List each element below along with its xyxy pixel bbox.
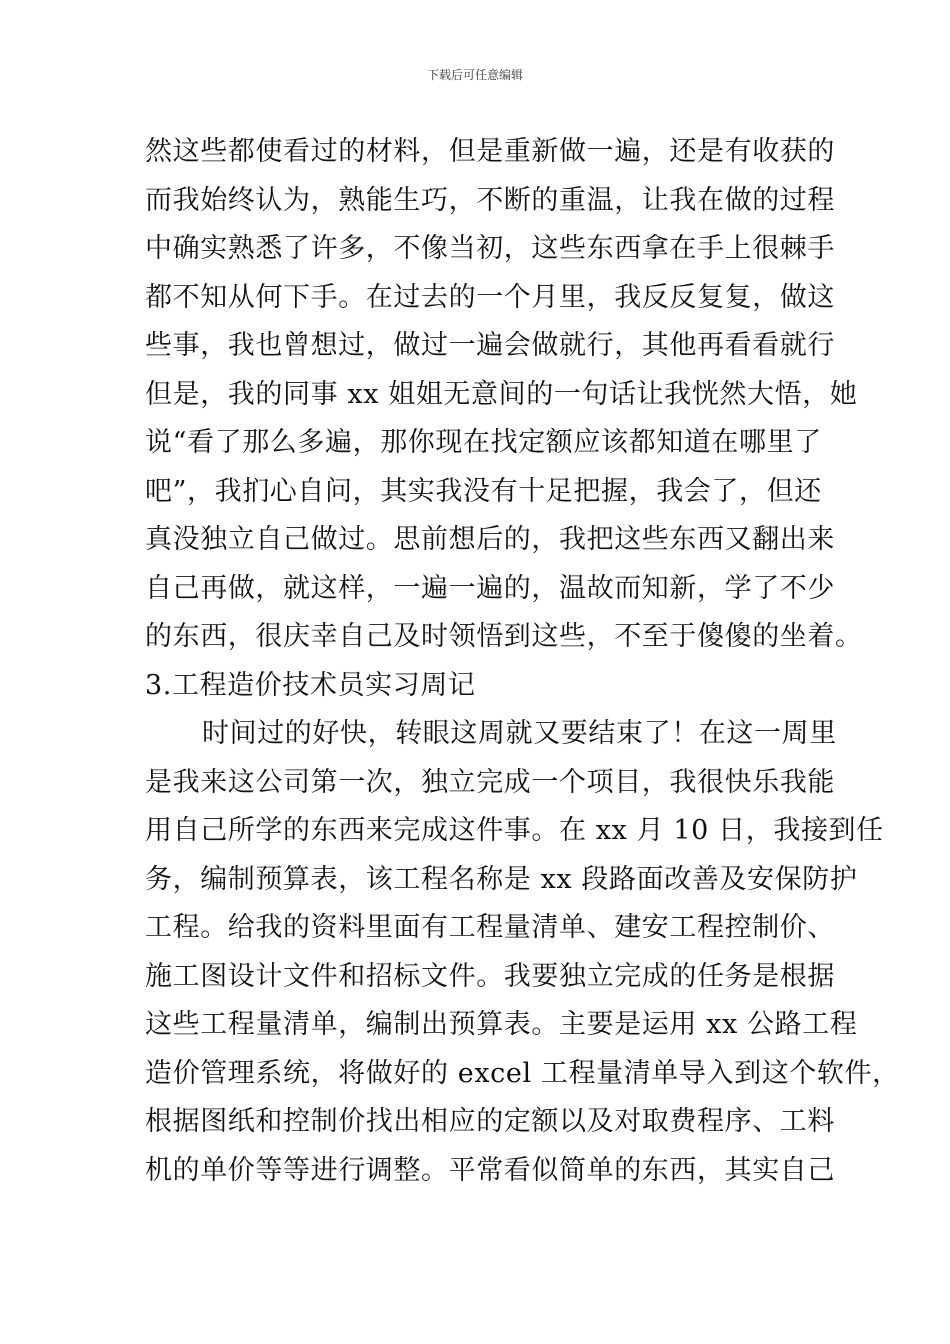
text-line: 用自己所学的东西来完成这件事。在 xx 月 10 日，我接到任 — [145, 815, 884, 846]
text-line: 但是，我的同事 xx 姐姐无意间的一句话让我恍然大悟，她 — [145, 378, 858, 410]
text-line: 机的单价等等进行调整。平常看似简单的东西，其实自己 — [145, 1154, 835, 1186]
text-line: 而我始终认为，熟能生巧，不断的重温，让我在做的过程 — [145, 184, 835, 216]
text-line: 中确实熟悉了许多，不像当初，这些东西拿在手上很棘手 — [145, 233, 835, 264]
text-line: 然这些都使看过的材料，但是重新做一遍，还是有收获的 — [145, 136, 835, 167]
document-body — [145, 128, 900, 1195]
paragraph-first-line: 时间过的好快，转眼这周就又要结束了！在这一周里 — [202, 718, 837, 749]
page-header: 下载后可任意编辑 — [426, 68, 523, 82]
text-line: 自己再做，就这样，一遍一遍的，温故而知新，学了不少 — [145, 572, 835, 604]
text-line: 都不知从何下手。在过去的一个月里，我反反复复，做这 — [145, 281, 835, 313]
text-line: 这些工程量清单，编制出预算表。主要是运用 xx 公路工程 — [145, 1009, 858, 1040]
text-line: 务，编制预算表，该工程名称是 xx 段路面改善及安保防护 — [145, 863, 858, 895]
text-line: 的东西，很庆幸自己及时领悟到这些，不至于傻傻的坐着。 — [145, 621, 863, 652]
text-line: 根据图纸和控制价找出相应的定额以及对取费程序、工料 — [145, 1106, 835, 1137]
section-heading: 3.工程造价技术员实习周记 — [145, 669, 476, 701]
text-line: 施工图设计文件和招标文件。我要独立完成的任务是根据 — [145, 960, 835, 992]
text-line: 造价管理系统，将做好的 excel 工程量清单导入到这个软件， — [145, 1057, 900, 1089]
text-line: 吧”，我扪心自问，其实我没有十足把握，我会了，但还 — [145, 475, 822, 507]
text-line: 真没独立自己做过。思前想后的，我把这些东西又翻出来 — [145, 524, 835, 555]
text-line: 说“看了那么多遍，那你现在找定额应该都知道在哪里了 — [145, 427, 822, 458]
text-line: 工程。给我的资料里面有工程量清单、建安工程控制价、 — [145, 912, 835, 943]
text-line: 些事，我也曾想过，做过一遍会做就行，其他再看看就行 — [145, 330, 835, 361]
text-line: 是我来这公司第一次，独立完成一个项目，我很快乐我能 — [145, 766, 835, 798]
